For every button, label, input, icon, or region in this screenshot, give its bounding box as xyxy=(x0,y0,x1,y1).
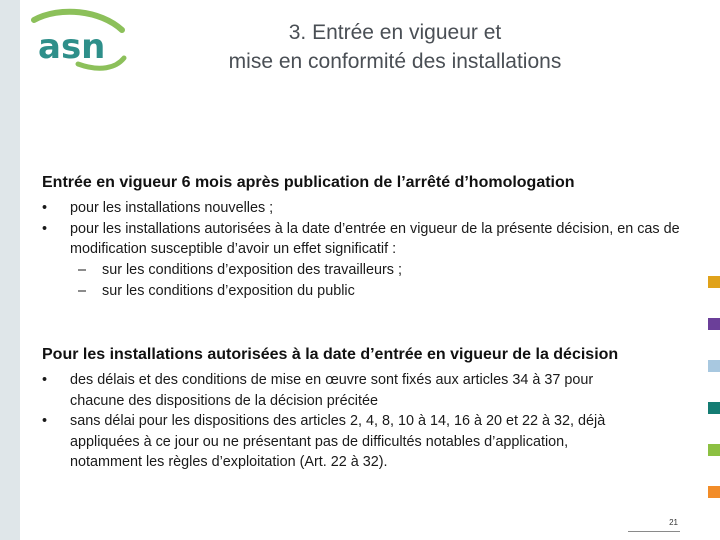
section1-bullet-list xyxy=(42,198,682,260)
asn-logo xyxy=(30,8,130,78)
list-item-text: sans délai pour les dispositions des articles 2, 4, 8, 10 à 14, 16 à 20 et 22 à 32, déjà appliquées à ce jour ou ne présentant pas de difficultés notables d’application, notamment les règles d’exploitation (Art. 22 à 32). xyxy=(70,413,606,470)
accent-squares xyxy=(708,0,720,540)
accent-square xyxy=(708,402,720,414)
list-item-text: pour les installations autorisées à la date d’entrée en vigueur de la présente décision, en cas de modification susceptible d’avoir un effet significatif : xyxy=(70,220,680,257)
accent-square xyxy=(708,318,720,330)
bullet-icon: • xyxy=(42,413,48,429)
accent-square xyxy=(708,444,720,456)
left-band xyxy=(0,0,20,540)
accent-square xyxy=(708,276,720,288)
section2-bullet-list xyxy=(42,370,642,473)
slide-title xyxy=(150,18,640,76)
section-existing-installations xyxy=(42,344,642,473)
sub-list-item-text: sur les conditions d’exposition du public xyxy=(102,282,355,299)
dash-icon: – xyxy=(78,261,87,278)
section1-heading: Entrée en vigueur 6 mois après publication de l’arrêté d’homologation xyxy=(42,174,575,191)
section2-heading: Pour les installations autorisées à la date d’entrée en vigueur de la décision xyxy=(42,346,619,363)
logo-text: asn xyxy=(38,27,106,67)
title-line-1: 3. Entrée en vigueur et xyxy=(288,21,502,44)
title-line-2: mise en conformité des installations xyxy=(228,50,562,73)
list-item xyxy=(42,219,682,260)
footer-rule xyxy=(628,531,680,532)
sub-list-item-text: sur les conditions d’exposition des travailleurs ; xyxy=(102,261,402,278)
accent-square xyxy=(708,360,720,372)
page-number: 21 xyxy=(669,518,678,527)
list-item xyxy=(42,411,642,473)
sub-list-item xyxy=(42,281,682,302)
sub-list-item xyxy=(42,260,682,281)
bullet-icon: • xyxy=(42,372,48,388)
list-item xyxy=(42,198,682,219)
bullet-icon: • xyxy=(42,220,48,237)
list-item-text: pour les installations nouvelles ; xyxy=(70,200,274,216)
bullet-icon: • xyxy=(42,200,48,216)
list-item xyxy=(42,370,642,411)
section-entry-into-force xyxy=(42,172,682,302)
dash-icon: – xyxy=(78,282,87,299)
accent-square xyxy=(708,486,720,498)
list-item-text: des délais et des conditions de mise en œuvre sont fixés aux articles 34 à 37 pour chacune des dispositions de la décision précitée xyxy=(70,372,594,409)
